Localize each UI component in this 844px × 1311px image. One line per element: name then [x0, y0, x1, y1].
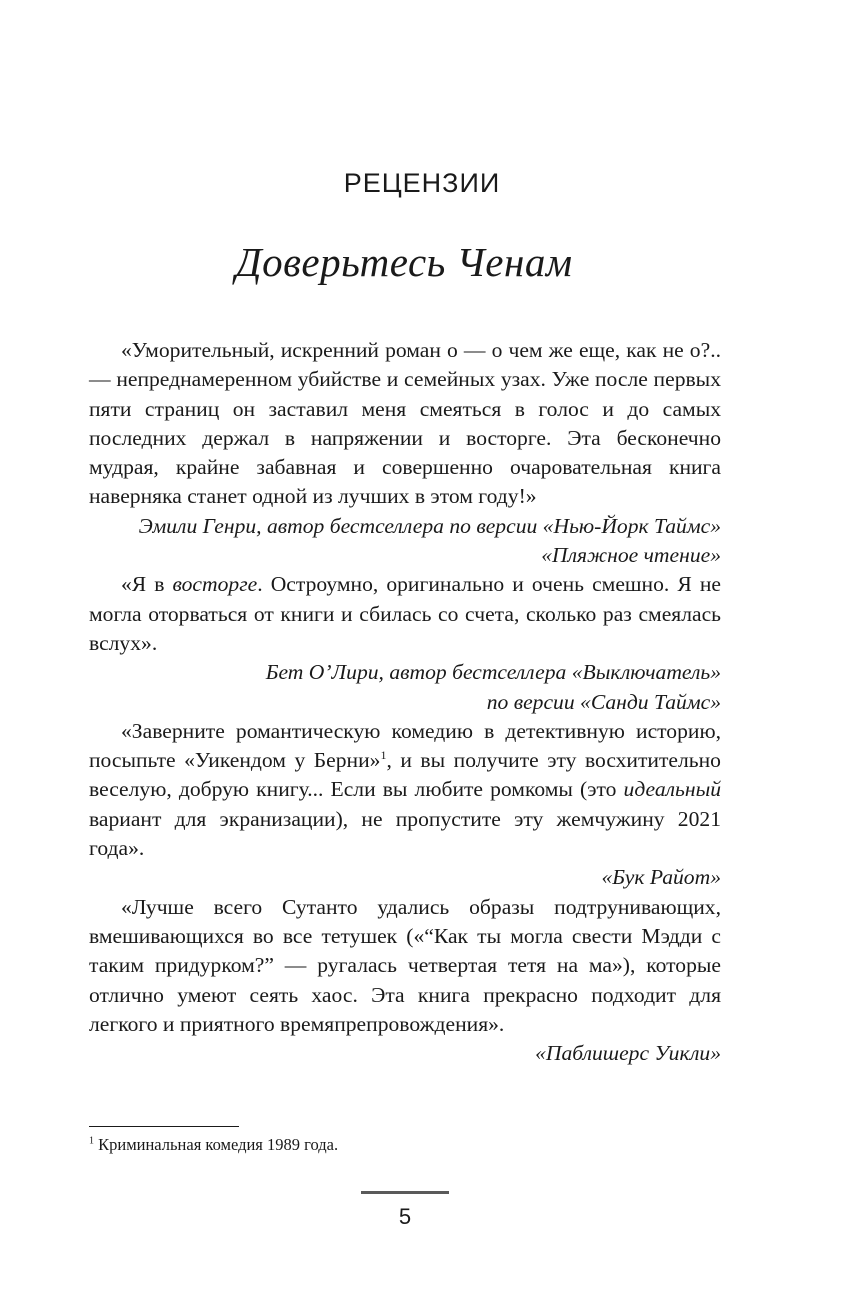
footnote: [89, 1134, 721, 1156]
review-quote-3-middle: , и вы получите эту восхитительно веселую, добрую книгу... Если вы любите ромкомы (это: [89, 748, 721, 802]
review-quote-2-start: «Я в: [121, 572, 173, 597]
review-quote-2-end: . Остроумно, оригинально и очень смешно. Я не могла оторваться от книги и сбилась со счета, сколько раз смеялась вслух».: [89, 572, 721, 655]
review-attribution-2: [89, 658, 721, 717]
review-attribution-1: Эмили Генри, автор бестселлера по версии «Нью-Йорк Таймс» «Пляжное чтение»: [138, 513, 721, 568]
review-attribution-2-line1: Бет О’Лири, автор бестселлера «Выключатель»: [265, 660, 721, 685]
footnote-text: Криминальная комедия 1989 года.: [94, 1135, 339, 1154]
review-attribution-2-line2: по версии «Санди Таймс»: [486, 689, 721, 714]
review-quote-2: [89, 570, 721, 658]
review-quote-3-emphasis: идеальный: [623, 777, 721, 802]
review-attribution-3: «Бук Райот»: [601, 865, 721, 890]
footnote-marker: 1: [89, 1135, 94, 1147]
section-title: РЕЦЕНЗИИ: [343, 168, 501, 198]
review-attribution-4: «Паблишерс Уикли»: [535, 1041, 721, 1066]
review-quote-2-emphasis: восторге: [172, 572, 258, 597]
review-quote-4: «Лучше всего Сутанто удались образы подтрунивающих, вмешивающихся во все тетушек («“Как ты могла свести Мэдди с таким придурком?” — ругалась четвертая тетя на ма»), которые отлично умеют сеять хаос. Эта книга прекрасно подходит для легкого и приятного времяпрепровождения».: [89, 894, 721, 1036]
review-quote-3-end: вариант для экранизации), не пропустите эту жемчужину 2021 года».: [89, 806, 721, 861]
book-title: Доверьтесь Ченам: [235, 239, 573, 285]
reviews-list: [89, 336, 721, 1068]
footnote-divider: [89, 1126, 239, 1127]
page-number: 5: [398, 1204, 412, 1229]
footnote-reference[interactable]: 1: [380, 747, 387, 762]
review-quote-1: «Уморительный, искренний роман о — о чем же еще, как не о?..— непреднамеренном убийстве и семейных узах. Уже после первых пяти страниц он заставил меня смеяться в голос и до самых последних держал в напряжении и восторге. Эта бесконечно мудрая, крайне забавная и совершенно очаровательная книга наверняка станет одной из лучших в этом году!»: [89, 338, 721, 509]
page-number-divider: [361, 1191, 449, 1194]
review-quote-3: [89, 717, 721, 863]
review-quote-3-start: «Заверните романтическую комедию в детективную историю, посыпьте «Уикендом у Берни»: [89, 718, 721, 773]
